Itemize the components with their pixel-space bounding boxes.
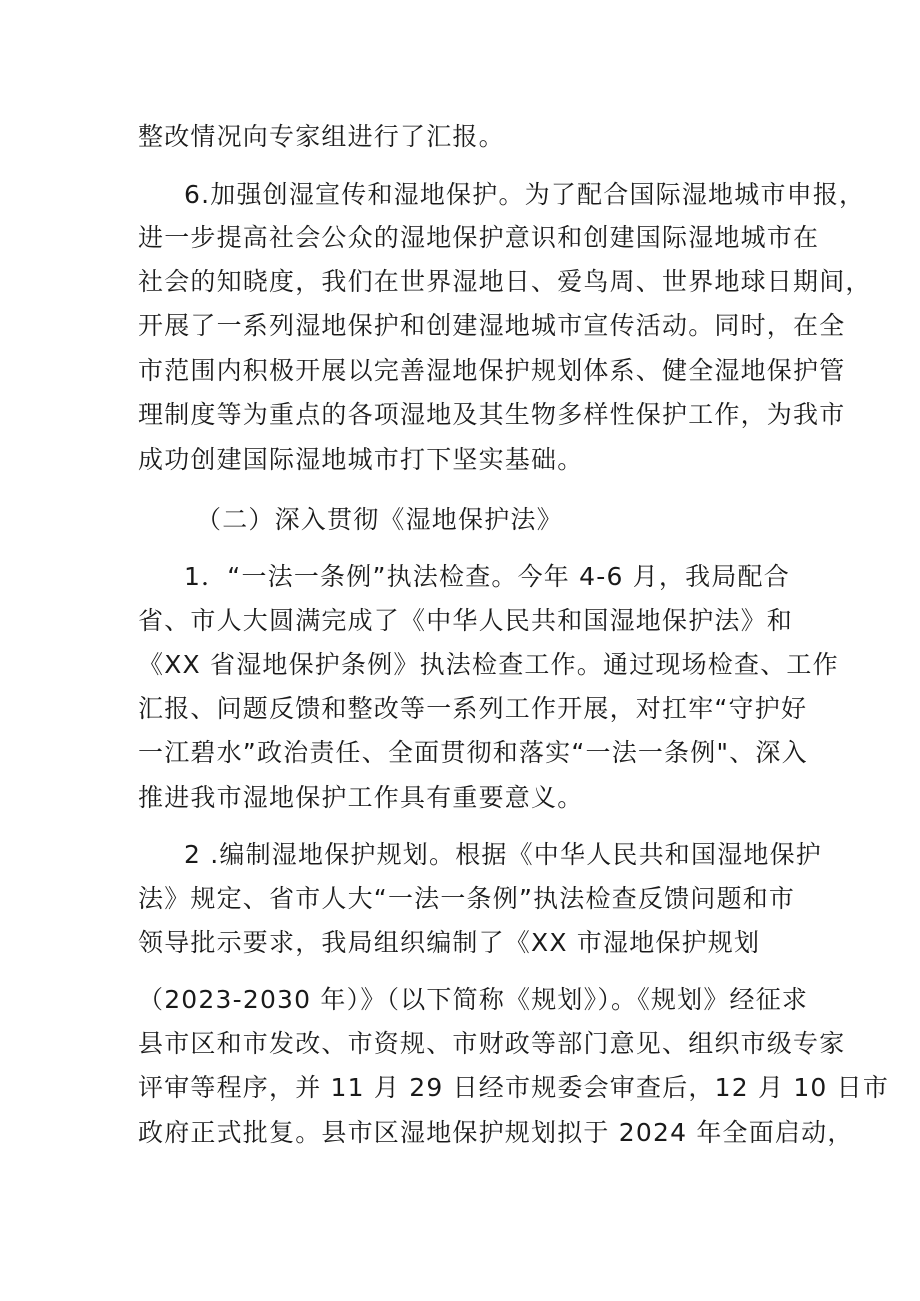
text-line: 汇报、问题反馈和整改等一系列工作开展，对扛牢“守护好 <box>138 694 808 723</box>
paragraph-6-heading-line: 6.加强创湿宣传和湿地保护。为了配合国际湿地城市申报， <box>184 180 866 209</box>
text-line: 社会的知晓度，我们在世界湿地日、爱鸟周、世界地球日期间， <box>138 267 872 296</box>
text-line: （2023-2030 年）》（以下简称《规划》）。《规划》经征求 <box>138 985 809 1014</box>
section-heading: （二）深入贯彻《湿地保护法》 <box>196 505 563 534</box>
text-line: 整改情况向专家组进行了汇报。 <box>138 122 505 151</box>
paragraph-1-heading-line: 1．“一法一条例”执法检查。今年 4-6 月，我局配合 <box>184 562 790 591</box>
text-line: 评审等程序，并 11 月 29 日经市规委会审查后，12 月 10 日市 <box>138 1073 890 1102</box>
text-line: 县市区和市发改、市资规、市财政等部门意见、组织市级专家 <box>138 1029 846 1058</box>
text-line: 一江碧水”政治责任、全面贯彻和落实“一法一条例"、深入 <box>138 738 808 767</box>
paragraph-2-heading-line: 2 .编制湿地保护规划。根据《中华人民共和国湿地保护 <box>184 840 823 869</box>
text-line: 省、市人大圆满完成了《中华人民共和国湿地保护法》和 <box>138 606 794 635</box>
text-line: 进一步提高社会公众的湿地保护意识和创建国际湿地城市在 <box>138 223 820 252</box>
text-line: 政府正式批复。县市区湿地保护规划拟于 2024 年全面启动， <box>138 1118 854 1147</box>
text-line: 法》规定、省市人大“一法一条例”执法检查反馈问题和市 <box>138 884 796 913</box>
text-line: 理制度等为重点的各项湿地及其生物多样性保护工作，为我市 <box>138 400 846 429</box>
text-line: 成功创建国际湿地城市打下坚实基础。 <box>138 445 584 474</box>
text-line: 《XX 省湿地保护条例》执法检查工作。通过现场检查、工作 <box>138 650 839 679</box>
text-line: 市范围内积极开展以完善湿地保护规划体系、健全湿地保护管 <box>138 356 846 385</box>
text-line: 开展了一系列湿地保护和创建湿地城市宣传活动。同时，在全 <box>138 311 846 340</box>
text-line: 推进我市湿地保护工作具有重要意义。 <box>138 783 584 812</box>
text-line: 领导批示要求，我局组织编制了《XX 市湿地保护规划 <box>138 928 761 957</box>
